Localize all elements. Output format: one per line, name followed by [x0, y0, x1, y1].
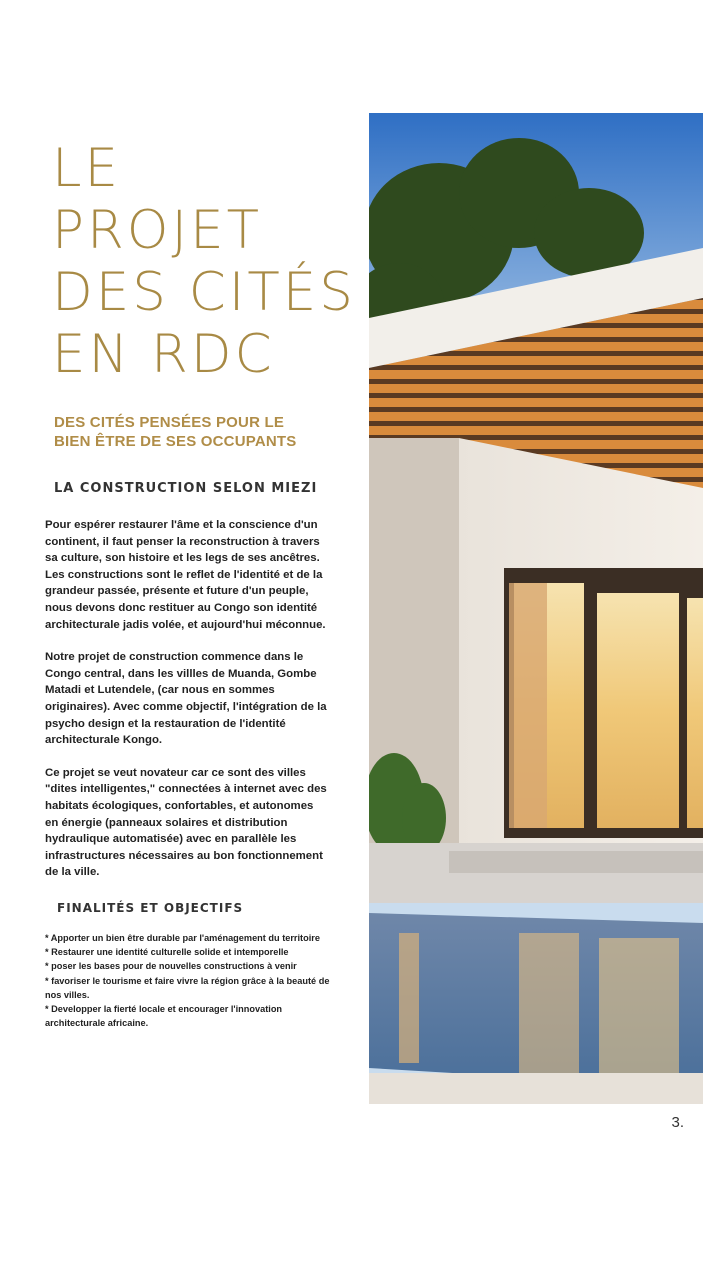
list-item: * favoriser le tourisme et faire vivre la région grâce à la beauté de nos villes. — [45, 975, 330, 1000]
list-item: * poser les bases pour de nouvelles constructions à venir — [45, 961, 297, 972]
subtitle: DES CITÉS PENSÉES POUR LE BIEN ÊTRE DE SES OCCUPANTS — [54, 414, 297, 450]
list-item: * Apporter un bien être durable par l'aménagement du territoire — [45, 933, 320, 943]
list-item: * Developper la fierté locale et encourager l'innovation architecturale africaine. — [45, 1004, 283, 1029]
house-photo — [369, 113, 703, 1104]
objectives-list — [45, 931, 360, 1030]
paragraph: Pour espérer restaurer l'âme et la conscience d'un continent, il faut penser la reconstruction à travers sa culture, son histoire et les legs de ses ancêtres. Les constructions sont le reflet de l'identité et de la grandeur passée, présente et future d'un peuple, nous devons donc restituer au Congo son identité architecturale jadis volée, et aujourd'hui méconnue. — [45, 519, 326, 631]
section-heading-construction: LA CONSTRUCTION SELON MIEZI — [54, 481, 318, 496]
page-title: LE PROJET DES CITÉS EN RDC — [52, 138, 356, 385]
paragraph: Notre projet de construction commence dans le Congo central, dans les villles de Muanda, Gombe Matadi et Lutendele, (car nous en sommes originaires). Avec comme objectif, l'intégration de la psycho design et la restauration de l'identité architecturale Kongo. — [45, 651, 327, 747]
section-heading-objectives: FINALITÉS ET OBJECTIFS — [57, 901, 244, 915]
list-item: * Restaurer une identité culturelle solide et intemporelle — [45, 947, 289, 958]
construction-text — [45, 517, 350, 897]
page-number: 3. — [671, 1114, 684, 1131]
paragraph: Ce projet se veut novateur car ce sont des villes "dites intelligentes," connectées à internet avec des habitats écologiques, confortables, et autonomes en énergie (panneaux solaires et distribution hydraulique automatisée) avec en parallèle les infrastructures nécessaires au bon fonctionnement de la ville. — [45, 766, 327, 879]
